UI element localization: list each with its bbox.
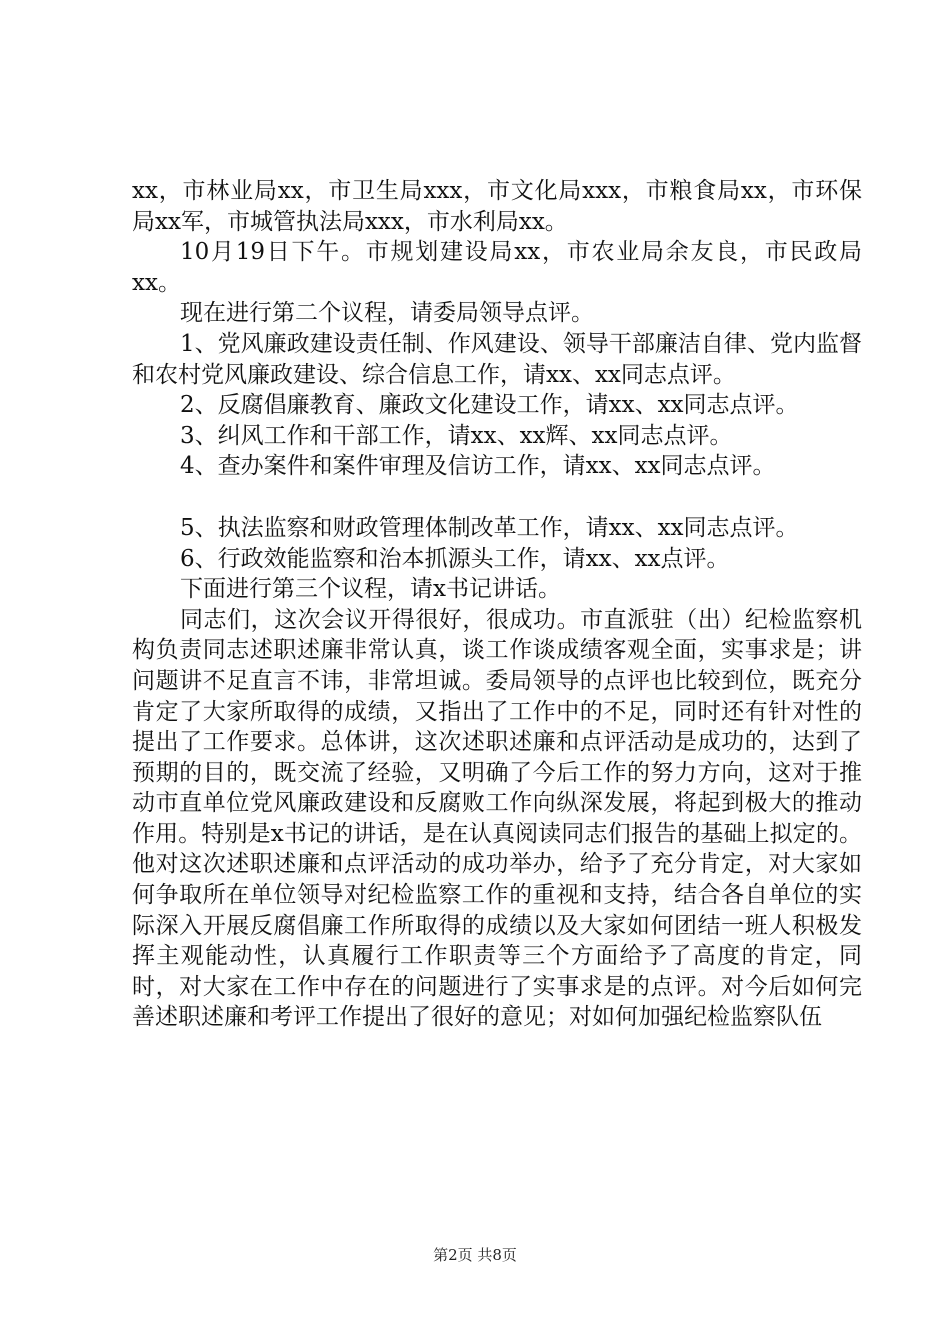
list-item: 2、反腐倡廉教育、廉政文化建设工作，请xx、xx同志点评。 — [180, 392, 799, 419]
list-item: 3、纠风工作和干部工作，请xx、xx辉、xx同志点评。 — [180, 422, 733, 449]
paragraph: xx，市林业局xx，市卫生局xxx，市文化局xxx，市粮食局xx，市环保局xx军，市城管执法局xxx，市水利局xx。 — [132, 178, 862, 235]
list-item: 5、执法监察和财政管理体制改革工作，请xx、xx同志点评。 — [180, 514, 799, 541]
list-item: 1、党风廉政建设责任制、作风建设、领导干部廉洁自律、党内监督和农村党风廉政建设、综合信息工作，请xx、xx同志点评。 — [132, 330, 862, 388]
paragraph: 10月19日下午。市规划建设局xx，市农业局余友良，市民政局xx。 — [132, 239, 862, 296]
list-item: 4、查办案件和案件审理及信访工作，请xx、xx同志点评。 — [180, 453, 776, 480]
paragraph: 现在进行第二个议程，请委局领导点评。 — [180, 300, 594, 327]
document-body — [132, 176, 862, 1033]
paragraph: 同志们，这次会议开得很好，很成功。市直派驻（出）纪检监察机构负责同志述职述廉非常认真，谈工作谈成绩客观全面，实事求是；讲问题讲不足直言不讳，非常坦诚。委局领导的点评也比较到位，既充分肯定了大家所取得的成绩，又指出了工作中的不足，同时还有针对性的提出了工作要求。总体讲，这次述职述廉和点评活动是成功的，达到了预期的目的，既交流了经验，又明确了今后工作的努力方向，这对于推动市直单位党风廉政建设和反腐败工作向纵深发展，将起到极大的推动作用。特别是x书记的讲话，是在认真阅读同志们报告的基础上拟定的。他对这次述职述廉和点评活动的成功举办，给予了充分肯定，对大家如何争取所在单位领导对纪检监察工作的重视和支持，结合各自单位的实际深入开展反腐倡廉工作所取得的成绩以及大家如何团结一班人积极发挥主观能动性，认真履行工作职责等三个方面给予了高度的肯定，同时，对大家在工作中存在的问题进行了实事求是的点评。对今后如何完善述职述廉和考评工作提出了很好的意见；对如何加强纪检监察队伍 — [132, 606, 862, 1031]
list-item: 6、行政效能监察和治本抓源头工作，请xx、xx点评。 — [180, 545, 730, 572]
paragraph: 下面进行第三个议程，请x书记讲话。 — [180, 576, 561, 603]
page-footer: 第2页 共8页 — [433, 1246, 517, 1264]
